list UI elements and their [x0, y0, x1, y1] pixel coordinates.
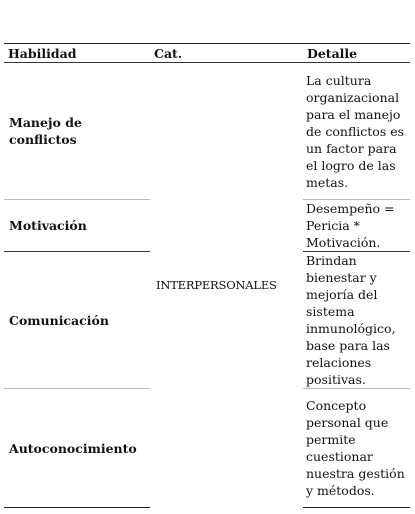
header-detalle: Detalle [303, 44, 410, 63]
habilidad-cell: Manejo de conflictos [4, 63, 150, 200]
detalle-text: Desempeño = Pericia * Motivación. [306, 201, 395, 250]
detalle-cell [303, 63, 410, 200]
detalle-text: La cultura organizacional para el manejo de conflictos es un factor para el logro de las metas. [306, 72, 405, 190]
header-cat: Cat. [150, 44, 303, 63]
skills-table [4, 43, 410, 508]
detalle-text: Concepto personal que permite cuestionar nuestra gestión y métodos. [306, 398, 405, 498]
category-cell: INTERPERSONALES [156, 277, 277, 292]
header-habilidad: Habilidad [4, 44, 150, 63]
habilidad-cell: Autoconocimiento [4, 389, 150, 508]
table-header-row [4, 44, 410, 63]
table-row [4, 63, 410, 200]
detalle-cell [303, 389, 410, 508]
habilidad-cell: Motivación [4, 200, 150, 252]
detalle-cell [303, 252, 410, 389]
detalle-text: Brindan bienestar y mejoría del sistema inmunológico, base para las relaciones positivas. [306, 253, 396, 387]
habilidad-cell: Comunicación [4, 252, 150, 389]
skills-table-container [4, 43, 410, 508]
detalle-cell [303, 200, 410, 252]
